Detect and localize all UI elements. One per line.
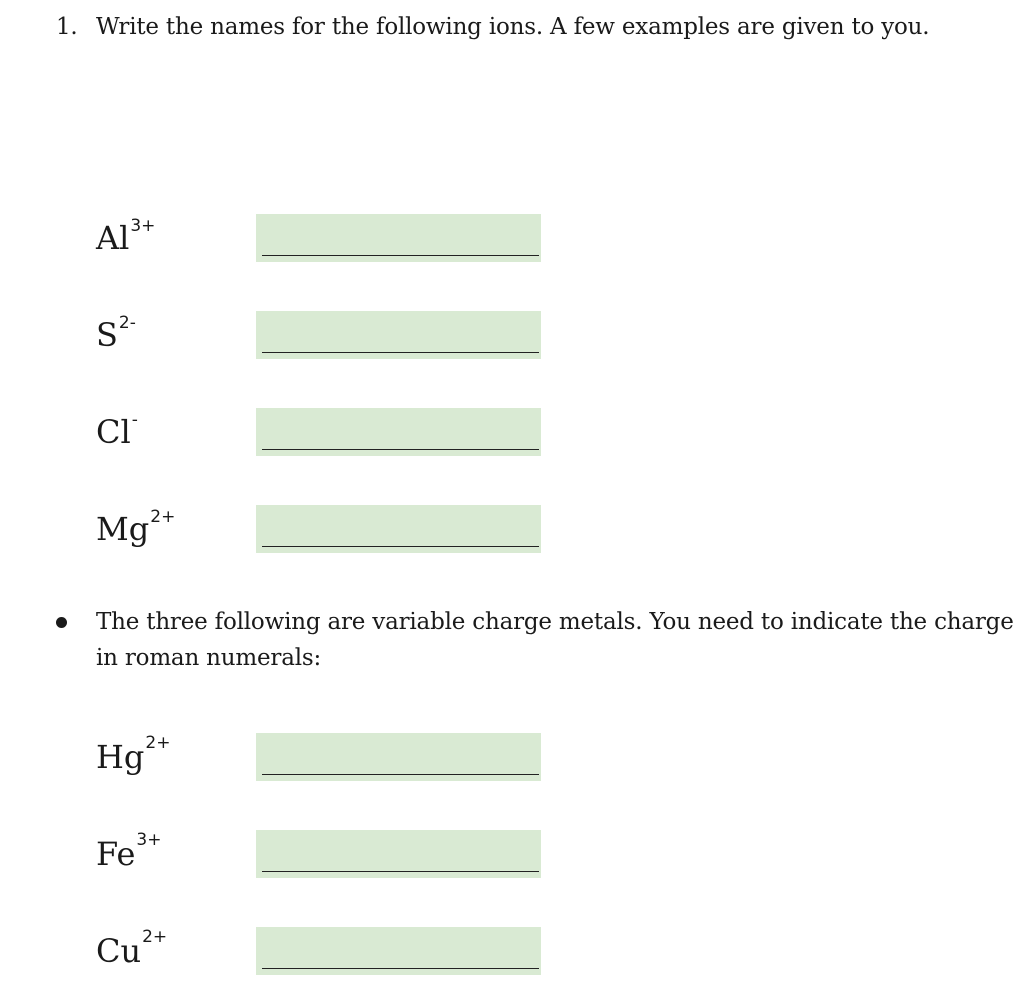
answer-underline: [262, 546, 539, 547]
ion-label-hg: [96, 733, 171, 776]
ion-symbol: S: [96, 316, 118, 354]
ion-charge: 3+: [130, 216, 156, 236]
ion-label-s: [96, 313, 136, 354]
ion-symbol: Fe: [96, 835, 136, 873]
answer-underline: [262, 449, 539, 450]
answer-field-fe[interactable]: [256, 830, 541, 878]
answer-underline: [262, 255, 539, 256]
ion-charge: 2+: [142, 927, 168, 947]
ion-charge: -: [131, 410, 138, 430]
ion-label-al: [96, 216, 156, 257]
answer-field-al[interactable]: [256, 214, 541, 262]
ion-label-cu: [96, 927, 168, 970]
answer-field-mg[interactable]: [256, 505, 541, 553]
answer-underline: [262, 774, 539, 775]
ion-symbol: Cl: [96, 413, 131, 451]
question-text: Write the names for the following ions. A few examples are given to you.: [96, 14, 930, 40]
ion-symbol: Hg: [96, 738, 145, 776]
ion-charge: 2+: [145, 733, 171, 753]
bullet-icon: [56, 617, 67, 628]
question-title: [56, 14, 929, 40]
ion-label-cl: [96, 410, 138, 451]
answer-field-cu[interactable]: [256, 927, 541, 975]
answer-underline: [262, 968, 539, 969]
question-number: 1.: [56, 14, 78, 40]
ion-charge: 2-: [118, 313, 136, 333]
note-text: The three following are variable charge metals. You need to indicate the charge in roman numerals:: [96, 609, 1014, 671]
answer-field-hg[interactable]: [256, 733, 541, 781]
ion-symbol: Cu: [96, 932, 142, 970]
answer-field-s[interactable]: [256, 311, 541, 359]
answer-field-cl[interactable]: [256, 408, 541, 456]
answer-underline: [262, 871, 539, 872]
ion-symbol: Mg: [96, 510, 150, 548]
answer-underline: [262, 352, 539, 353]
ion-symbol: Al: [96, 219, 130, 257]
ion-label-fe: [96, 830, 162, 873]
ion-charge: 3+: [136, 830, 162, 850]
variable-charge-note: [56, 604, 1024, 676]
ion-label-mg: [96, 507, 176, 548]
ion-charge: 2+: [150, 507, 176, 527]
